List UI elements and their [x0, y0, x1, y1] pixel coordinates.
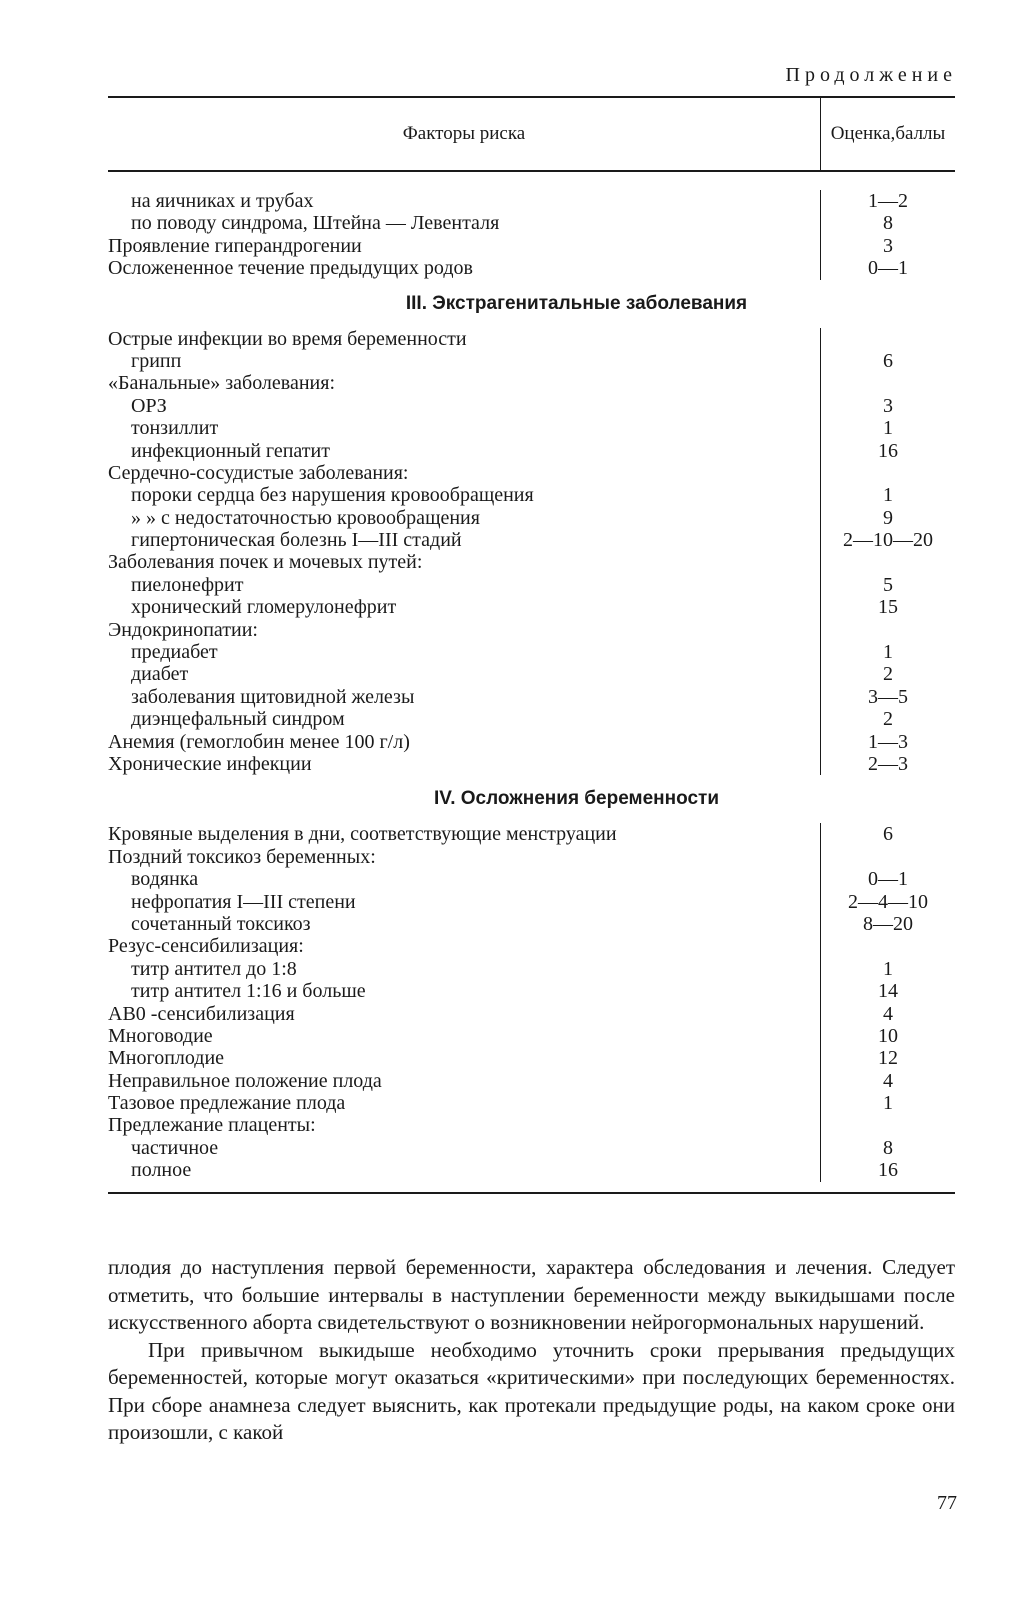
risk-score: 8	[820, 212, 955, 234]
risk-factor: тонзиллит	[131, 417, 219, 440]
risk-factor: по поводу синдрома, Штейна — Левенталя	[131, 212, 500, 235]
risk-factor: Эндокринопатии:	[108, 618, 258, 641]
table-row	[108, 1137, 955, 1159]
risk-factor: предиабет	[131, 641, 218, 664]
risk-factor: заболевания щитовидной железы	[131, 685, 415, 708]
risk-score: 3	[820, 235, 955, 257]
risk-score: 2—4—10	[820, 891, 955, 913]
risk-factor: сочетанный токсикоз	[131, 912, 311, 935]
risk-score: 1	[820, 484, 955, 506]
risk-factor: Многоводие	[108, 1024, 213, 1047]
risk-score: 16	[820, 440, 955, 462]
risk-score: 1—3	[820, 731, 955, 753]
table-header	[108, 98, 955, 172]
table-row	[108, 753, 955, 775]
risk-score: 0—1	[820, 868, 955, 890]
table-row	[108, 641, 955, 663]
table-row	[108, 529, 955, 551]
risk-factor: Заболевания почек и мочевых путей:	[108, 551, 423, 574]
table-row	[108, 190, 955, 212]
risk-factor: полное	[131, 1159, 192, 1182]
risk-factor: Многоплодие	[108, 1047, 225, 1070]
risk-factor: пороки сердца без нарушения кровообращения	[131, 484, 534, 507]
risk-factor: Предлежание плаценты:	[108, 1114, 316, 1137]
table-row	[108, 328, 955, 350]
table-row	[108, 1070, 955, 1092]
risk-score	[820, 935, 955, 957]
risk-score: 2—3	[820, 753, 955, 775]
table-row	[108, 417, 955, 439]
table-row	[108, 507, 955, 529]
table-row	[108, 891, 955, 913]
table-row	[108, 708, 955, 730]
risk-factor: Кровяные выделения в дни, соответствующие менструации	[108, 823, 617, 846]
risk-factor: пиелонефрит	[131, 573, 244, 596]
risk-factor: Неправильное положение плода	[108, 1069, 382, 1092]
risk-factor: Осложененное течение предыдущих родов	[108, 257, 473, 280]
table-row	[108, 440, 955, 462]
table-row	[108, 1114, 955, 1136]
group-complications	[108, 823, 955, 1181]
risk-score: 2	[820, 708, 955, 730]
table-row	[108, 958, 955, 980]
table-row	[108, 1025, 955, 1047]
risk-factor: диабет	[131, 663, 189, 686]
risk-factor: ОРЗ	[131, 394, 167, 417]
column-header-score-line2: баллы	[895, 123, 946, 144]
table-row	[108, 212, 955, 234]
column-header-factors: Факторы риска	[108, 98, 821, 170]
table-row	[108, 980, 955, 1002]
risk-score	[820, 372, 955, 394]
table-row	[108, 574, 955, 596]
risk-score: 10	[820, 1025, 955, 1047]
risk-factor: Поздний токсикоз беременных:	[108, 845, 376, 868]
risk-score: 1—2	[820, 190, 955, 212]
risk-score: 3	[820, 395, 955, 417]
risk-factor: гипертоническая болезнь I—III стадий	[131, 529, 462, 552]
table-row	[108, 663, 955, 685]
risk-score: 9	[820, 507, 955, 529]
table-row	[108, 395, 955, 417]
risk-score	[820, 328, 955, 350]
table-row	[108, 462, 955, 484]
risk-score: 1	[820, 958, 955, 980]
table-row	[108, 1092, 955, 1114]
risk-score: 8—20	[820, 913, 955, 935]
paragraph-1: плодия до наступления первой беременности, характера обследования и лечения. Следует отметить, что большие интервалы в наступлении беременности между выкидышами после искусственного аборта свидетельствуют о возникновении нейрогормональных нарушений.	[108, 1255, 955, 1334]
risk-factor: Анемия (гемоглобин менее 100 г/л)	[108, 730, 410, 753]
continuation-label: Продолжение	[785, 64, 957, 86]
table-row	[108, 235, 955, 257]
body-text	[108, 1254, 955, 1447]
risk-score	[820, 462, 955, 484]
risk-factor: «Банальные» заболевания:	[108, 372, 336, 395]
risk-score: 6	[820, 823, 955, 845]
column-header-score	[821, 98, 955, 170]
risk-factor: Острые инфекции во время беременности	[108, 327, 467, 350]
group-extragenital	[108, 328, 955, 776]
risk-factors-table	[108, 96, 955, 1194]
risk-factor: Хронические инфекции	[108, 752, 312, 775]
table-body	[108, 172, 955, 1192]
table-row	[108, 913, 955, 935]
risk-factor: частичное	[131, 1136, 219, 1159]
table-row	[108, 846, 955, 868]
risk-factor: грипп	[131, 349, 182, 372]
risk-score: 1	[820, 1092, 955, 1114]
risk-score: 6	[820, 350, 955, 372]
risk-score: 16	[820, 1159, 955, 1181]
table-row	[108, 372, 955, 394]
page-number: 77	[937, 1492, 957, 1514]
risk-score: 3—5	[820, 686, 955, 708]
risk-score: 4	[820, 1070, 955, 1092]
risk-factor: нефропатия I—III степени	[131, 890, 356, 913]
risk-score: 1	[820, 417, 955, 439]
risk-factor: Сердечно-сосудистые заболевания:	[108, 461, 409, 484]
table-row	[108, 1047, 955, 1069]
table-row	[108, 686, 955, 708]
risk-factor: водянка	[131, 868, 199, 891]
table-row	[108, 935, 955, 957]
table-row	[108, 619, 955, 641]
risk-factor: хронический гломерулонефрит	[131, 596, 397, 619]
risk-score: 0—1	[820, 257, 955, 279]
section-heading-extragenital: III. Экстрагенитальные заболевания	[405, 292, 748, 314]
paragraph-2: При привычном выкидыше необходимо уточнить сроки прерывания предыдущих беременностей, которые могут оказаться «критическими» при последующих беременностях. При сборе анамнеза следует выяснить, как протекали предыдущие роды, на каком сроке они произошли, с какой	[108, 1337, 955, 1444]
risk-score: 14	[820, 980, 955, 1002]
risk-factor: диэнцефальный синдром	[131, 708, 345, 731]
table-row	[108, 1159, 955, 1181]
risk-factor: Резус-сенсибилизация:	[108, 935, 304, 958]
risk-score: 1	[820, 641, 955, 663]
risk-factor: на яичниках и трубах	[131, 190, 314, 212]
risk-factor: титр антител до 1:8	[131, 957, 297, 980]
section-heading-complications: IV. Осложнения беременности	[433, 788, 720, 810]
table-row	[108, 596, 955, 618]
table-row	[108, 551, 955, 573]
risk-factor: Тазовое предлежание плода	[108, 1092, 346, 1115]
table-row	[108, 484, 955, 506]
table-row	[108, 868, 955, 890]
risk-score: 2	[820, 663, 955, 685]
risk-factor: » » с недостаточностью кровообращения	[131, 506, 480, 529]
risk-factor: инфекционный гепатит	[131, 439, 330, 462]
risk-score	[820, 846, 955, 868]
risk-score	[820, 551, 955, 573]
risk-factor: титр антител 1:16 и больше	[131, 980, 366, 1003]
table-row	[108, 731, 955, 753]
risk-factor: Проявление гиперандрогении	[108, 234, 362, 257]
risk-score: 15	[820, 596, 955, 618]
table-row	[108, 257, 955, 279]
risk-score: 5	[820, 574, 955, 596]
risk-score	[820, 1114, 955, 1136]
group-continuation	[108, 190, 955, 280]
table-row	[108, 823, 955, 845]
risk-score: 12	[820, 1047, 955, 1069]
risk-score: 8	[820, 1137, 955, 1159]
risk-score: 2—10—20	[820, 529, 955, 551]
table-row	[108, 350, 955, 372]
risk-score: 4	[820, 1003, 955, 1025]
risk-score	[820, 619, 955, 641]
risk-factor: АВ0 -сенсибилизация	[108, 1002, 295, 1025]
column-header-score-line1: Оценка,	[830, 123, 896, 144]
table-row	[108, 1003, 955, 1025]
